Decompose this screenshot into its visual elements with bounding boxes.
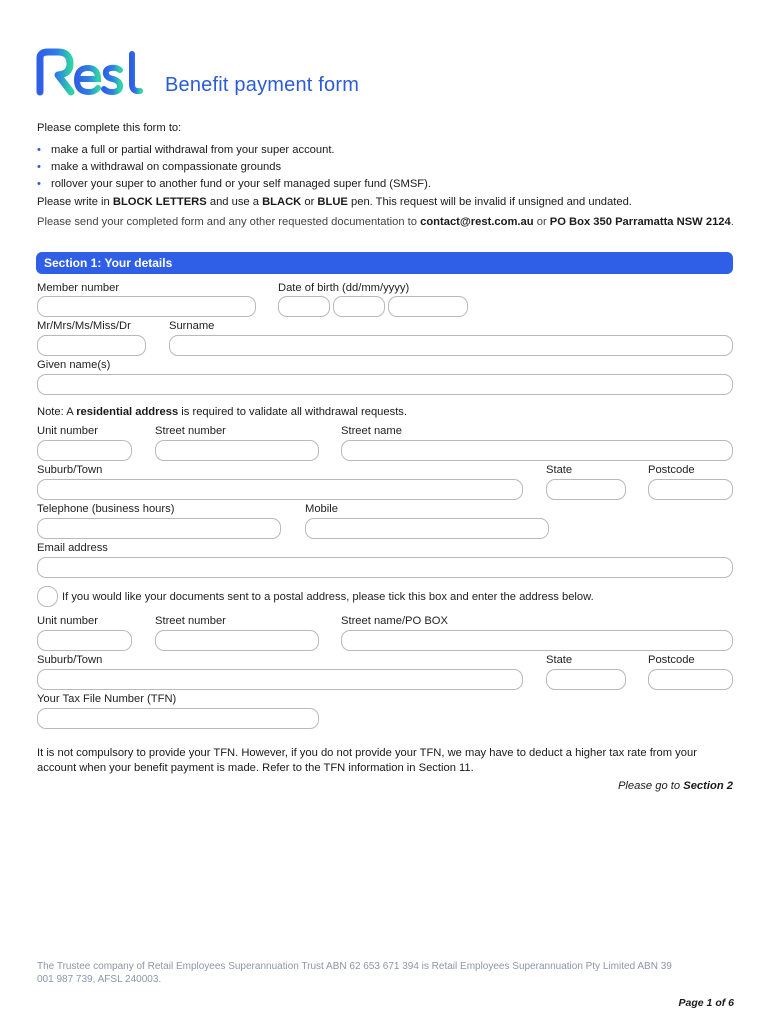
email-label: Email address bbox=[37, 542, 108, 554]
intro-lead: Please complete this form to: bbox=[37, 122, 182, 134]
postal-street-name-input[interactable] bbox=[341, 630, 733, 651]
intro-block bbox=[37, 120, 737, 193]
trustee-footer: The Trustee company of Retail Employees Superannuation Trust ABN 62 653 671 394 is Retail Employees Superannuation Pty Limited ABN 39 001 987 739, AFSL 240003. bbox=[37, 961, 672, 985]
postal-address-checkbox-label: If you would like your documents sent to a postal address, please tick this box and enter the address below. bbox=[62, 591, 594, 603]
salutation-input[interactable] bbox=[37, 335, 146, 356]
given-names-label: Given name(s) bbox=[37, 359, 111, 371]
bullet-icon: • bbox=[37, 144, 41, 156]
given-names-input[interactable] bbox=[37, 374, 733, 395]
list-item bbox=[37, 142, 737, 159]
postal-street-number-label: Street number bbox=[155, 615, 226, 627]
send-instructions: Please send your completed form and any other requested documentation to contact@rest.com.au or PO Box 350 Parramatta NSW 2124. bbox=[37, 216, 734, 228]
intro-bullet-list bbox=[37, 142, 737, 193]
residential-address-note: Note: A residential address is required to validate all withdrawal requests. bbox=[37, 406, 408, 418]
tfn-input[interactable] bbox=[37, 708, 319, 729]
list-item-text: make a full or partial withdrawal from your super account. bbox=[51, 144, 335, 156]
go-to-section-2: Please go to Section 2 bbox=[617, 780, 733, 792]
mobile-label: Mobile bbox=[305, 503, 338, 515]
street-number-label: Street number bbox=[155, 425, 226, 437]
list-item-text: rollover your super to another fund or your self managed super fund (SMSF). bbox=[51, 178, 431, 190]
rest-logo-icon bbox=[36, 48, 148, 96]
suburb-input[interactable] bbox=[37, 479, 523, 500]
salutation-label: Mr/Mrs/Ms/Miss/Dr bbox=[37, 320, 131, 332]
postal-street-name-label: Street name/PO BOX bbox=[341, 615, 448, 627]
postal-street-number-input[interactable] bbox=[155, 630, 319, 651]
unit-number-label: Unit number bbox=[37, 425, 98, 437]
unit-number-input[interactable] bbox=[37, 440, 132, 461]
tfn-info-text: It is not compulsory to provide your TFN. However, if you do not provide your TFN, we may have to deduct a higher tax rate from your account when your benefit payment is made. Refer to the TFN information in Section 11. bbox=[37, 747, 697, 774]
postal-suburb-input[interactable] bbox=[37, 669, 523, 690]
tfn-label: Your Tax File Number (TFN) bbox=[37, 693, 177, 705]
postal-unit-number-label: Unit number bbox=[37, 615, 98, 627]
dob-label: Date of birth (dd/mm/yyyy) bbox=[278, 282, 410, 294]
write-instructions: Please write in BLOCK LETTERS and use a BLACK or BLUE pen. This request will be invalid if unsigned and undated. bbox=[37, 196, 632, 208]
dob-day-input[interactable] bbox=[278, 296, 330, 317]
state-label: State bbox=[546, 464, 573, 476]
bullet-icon: • bbox=[37, 161, 41, 173]
postal-suburb-label: Suburb/Town bbox=[37, 654, 103, 666]
email-input[interactable] bbox=[37, 557, 733, 578]
state-input[interactable] bbox=[546, 479, 626, 500]
postcode-input[interactable] bbox=[648, 479, 733, 500]
suburb-label: Suburb/Town bbox=[37, 464, 103, 476]
postal-address-checkbox[interactable] bbox=[37, 586, 58, 607]
surname-label: Surname bbox=[169, 320, 215, 332]
dob-year-input[interactable] bbox=[388, 296, 468, 317]
street-name-input[interactable] bbox=[341, 440, 733, 461]
street-name-label: Street name bbox=[341, 425, 402, 437]
section-1-header: Section 1: Your details bbox=[36, 252, 733, 274]
bullet-icon: • bbox=[37, 178, 41, 190]
postal-postcode-input[interactable] bbox=[648, 669, 733, 690]
surname-input[interactable] bbox=[169, 335, 733, 356]
telephone-input[interactable] bbox=[37, 518, 281, 539]
telephone-label: Telephone (business hours) bbox=[37, 503, 175, 515]
street-number-input[interactable] bbox=[155, 440, 319, 461]
postcode-label: Postcode bbox=[648, 464, 695, 476]
dob-month-input[interactable] bbox=[333, 296, 385, 317]
list-item-text: make a withdrawal on compassionate grounds bbox=[51, 161, 282, 173]
postal-postcode-label: Postcode bbox=[648, 654, 695, 666]
list-item bbox=[37, 176, 737, 193]
page-title: Benefit payment form bbox=[165, 74, 360, 96]
member-number-input[interactable] bbox=[37, 296, 256, 317]
mobile-input[interactable] bbox=[305, 518, 549, 539]
page-number: Page 1 of 6 bbox=[678, 997, 734, 1009]
postal-state-label: State bbox=[546, 654, 573, 666]
list-item bbox=[37, 159, 737, 176]
postal-unit-number-input[interactable] bbox=[37, 630, 132, 651]
member-number-label: Member number bbox=[37, 282, 120, 294]
postal-state-input[interactable] bbox=[546, 669, 626, 690]
